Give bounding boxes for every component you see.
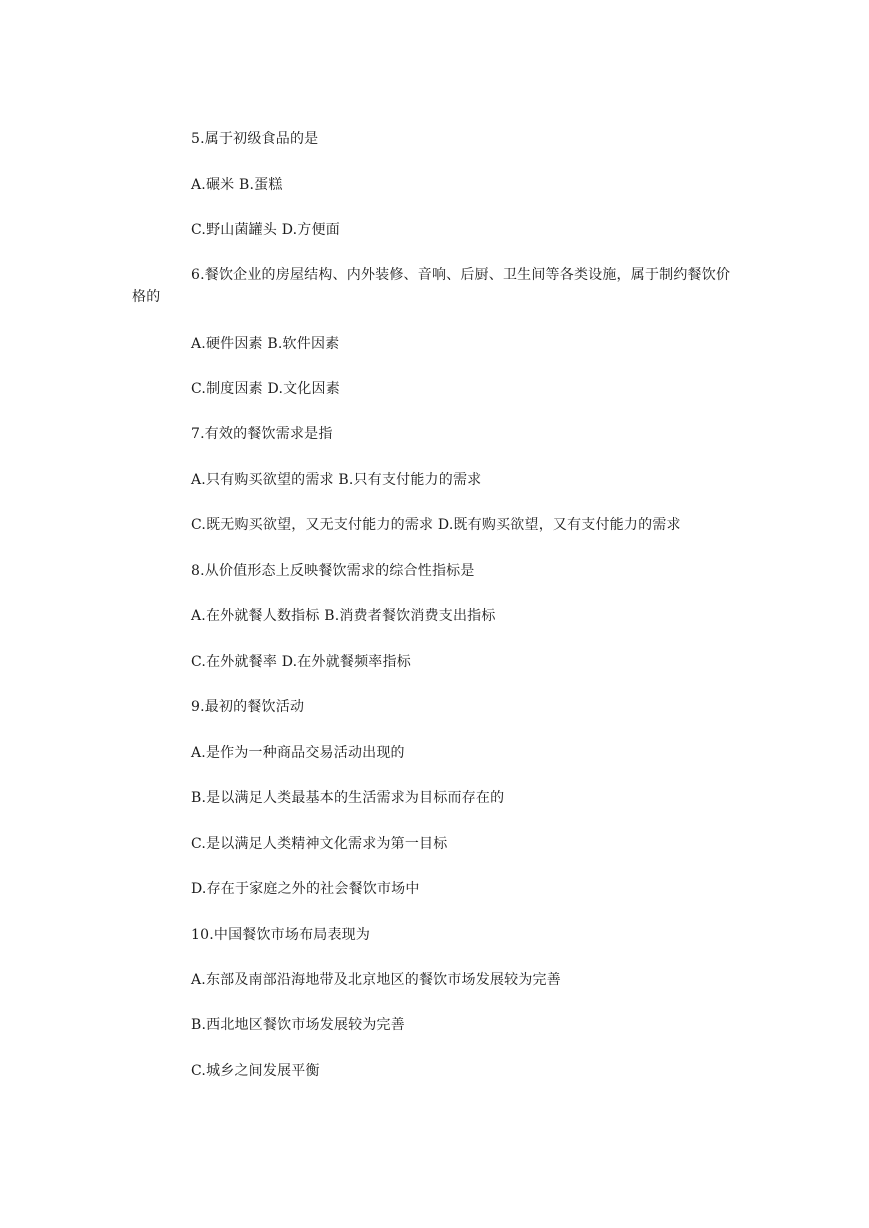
question-6-stem: 6.餐饮企业的房屋结构、内外装修、音响、后厨、卫生间等各类设施，属于制约餐饮价格的 [132,267,731,305]
question-10-option-c: C.城乡之间发展平衡 [191,1063,320,1079]
question-6-options-ab: A.硬件因素 B.软件因素 [191,336,340,352]
question-9-option-d: D.存在于家庭之外的社会餐饮市场中 [191,881,420,897]
question-9-option-c: C.是以满足人类精神文化需求为第一目标 [191,836,448,852]
question-5-stem: 5.属于初级食品的是 [191,131,319,147]
question-7-options-cd: C.既无购买欲望，又无支付能力的需求 D.既有购买欲望，又有支付能力的需求 [191,517,681,533]
question-5-options-ab: A.碾米 B.蛋糕 [191,177,283,193]
question-8-stem: 8.从价值形态上反映餐饮需求的综合性指标是 [191,563,475,579]
question-10-option-a: A.东部及南部沿海地带及北京地区的餐饮市场发展较为完善 [191,972,561,988]
question-8-options-cd: C.在外就餐率 D.在外就餐频率指标 [191,654,411,670]
question-8-options-ab: A.在外就餐人数指标 B.消费者餐饮消费支出指标 [191,608,496,624]
question-10-stem: 10.中国餐饮市场布局表现为 [191,927,371,943]
question-9-option-a: A.是作为一种商品交易活动出现的 [191,745,405,761]
question-6-options-cd: C.制度因素 D.文化因素 [191,381,340,397]
question-7-options-ab: A.只有购买欲望的需求 B.只有支付能力的需求 [191,472,482,488]
question-7-stem: 7.有效的餐饮需求是指 [191,426,333,442]
question-10-option-b: B.西北地区餐饮市场发展较为完善 [191,1017,405,1033]
question-9-stem: 9.最初的餐饮活动 [191,699,305,715]
question-5-options-cd: C.野山菌罐头 D.方便面 [191,222,340,238]
question-9-option-b: B.是以满足人类最基本的生活需求为目标而存在的 [191,790,505,806]
